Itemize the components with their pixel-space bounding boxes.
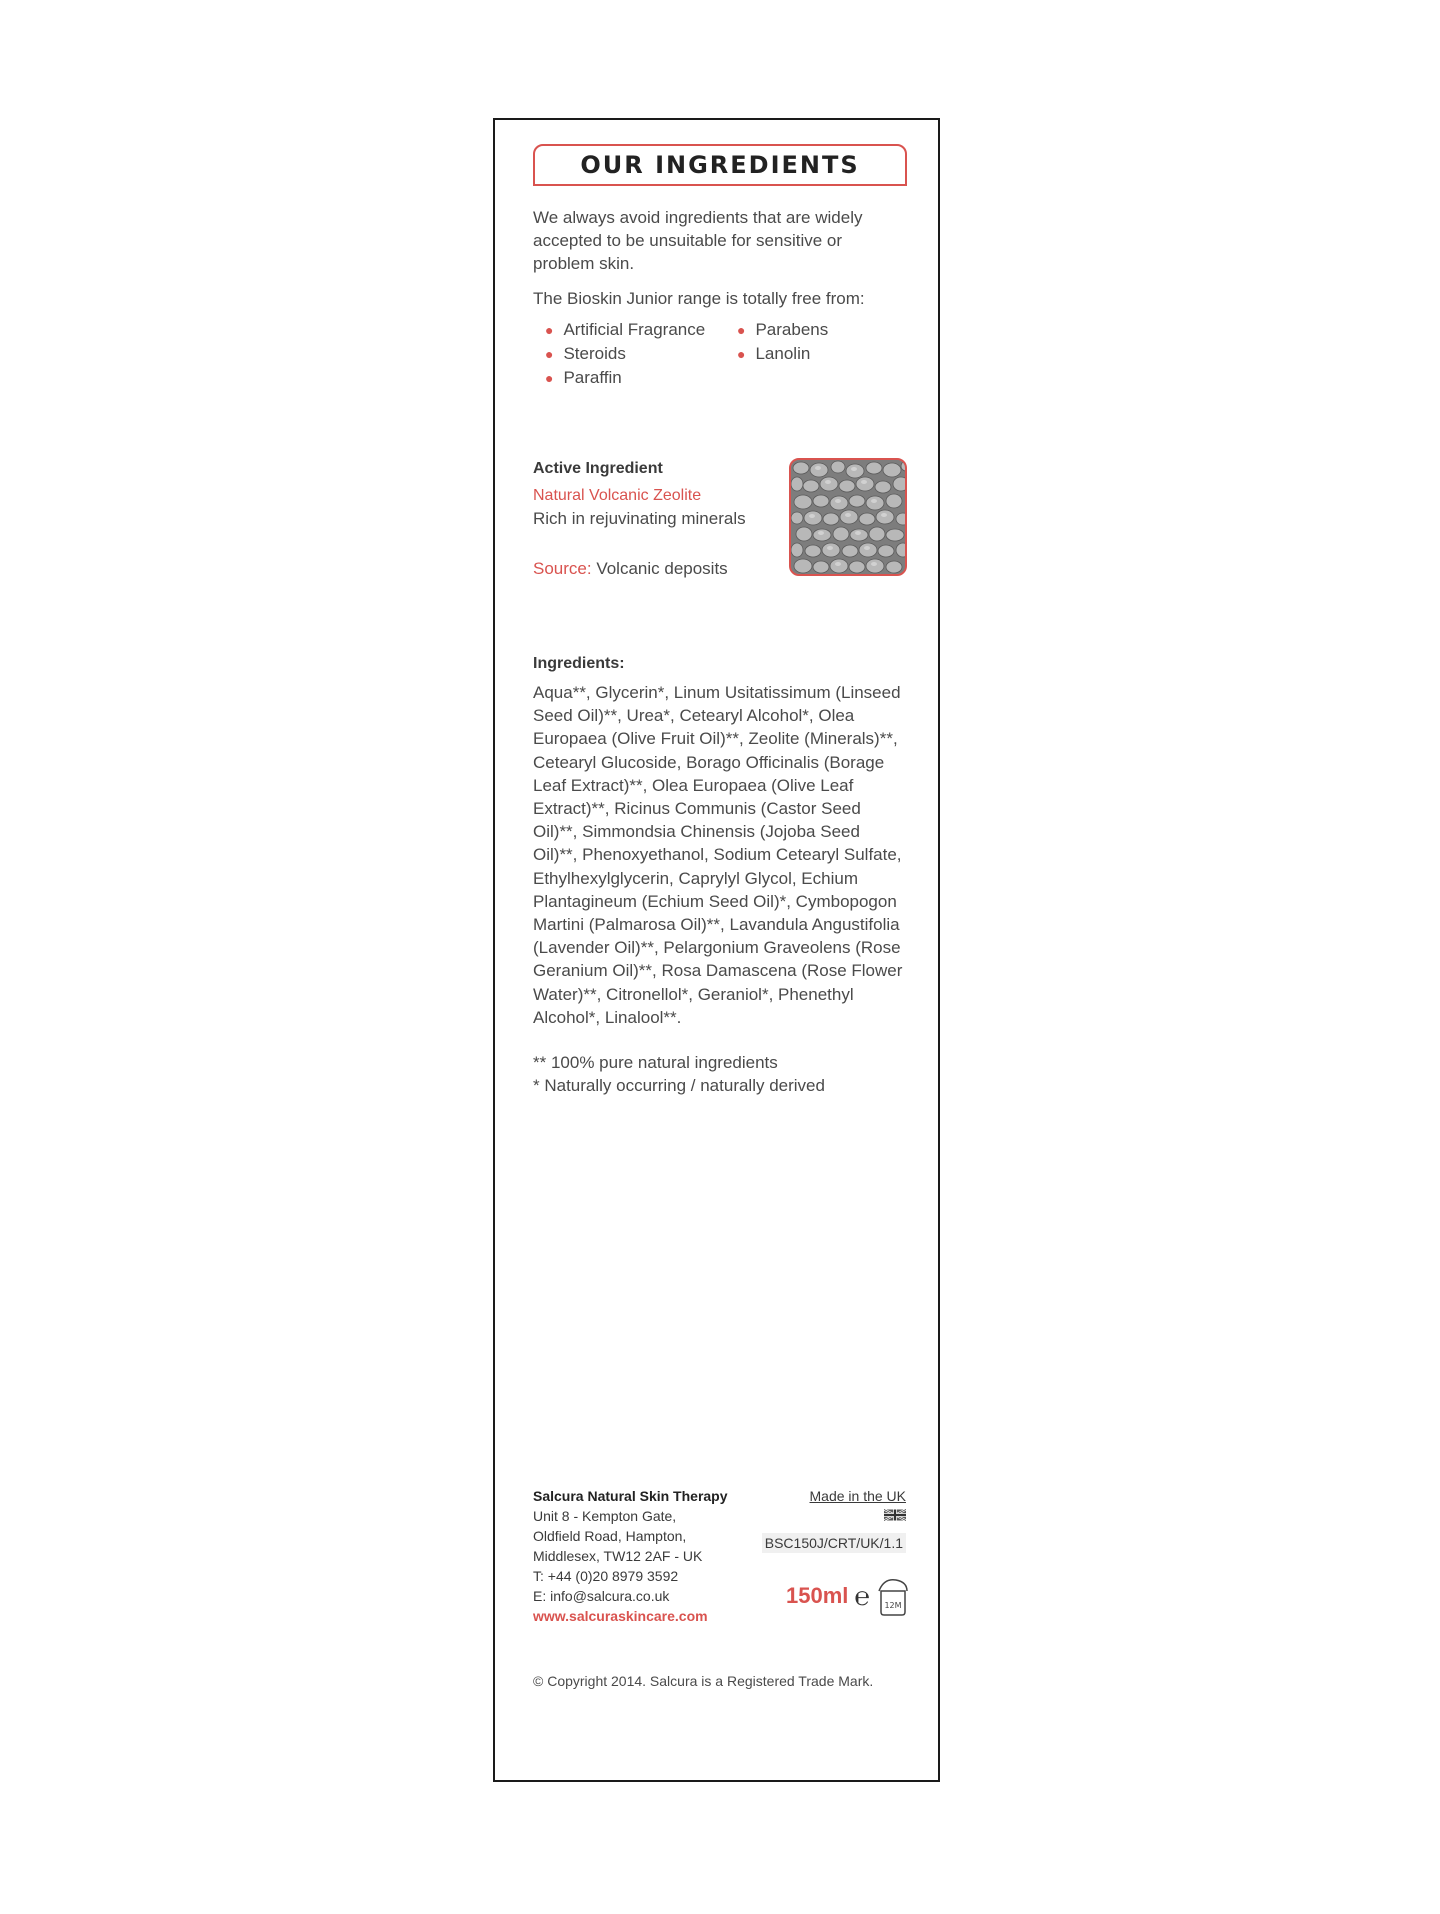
bullet-icon: ● (737, 346, 746, 362)
zeolite-stones-image (789, 458, 907, 576)
list-item-label: Lanolin (755, 344, 811, 363)
free-from-text: The Bioskin Junior range is totally free from: (533, 289, 865, 308)
bullet-icon: ● (545, 370, 554, 386)
size-row (786, 1575, 910, 1617)
bullet-icon: ● (737, 322, 746, 338)
footnotes (533, 1051, 907, 1097)
intro-text: We always avoid ingredients that are widely accepted to be unsuitable for sensitive or problem skin. (533, 208, 863, 273)
label-content (533, 144, 907, 1097)
list-item (545, 318, 705, 342)
active-ingredient-name: Natural Volcanic Zeolite (533, 487, 702, 504)
bullet-icon: ● (545, 322, 554, 338)
uk-flag-icon (884, 1508, 906, 1522)
bullet-icon: ● (545, 346, 554, 362)
ingredients-heading: Ingredients: (533, 655, 625, 672)
footnote-derived: * Naturally occurring / naturally derived (533, 1076, 825, 1096)
page-title: OUR INGREDIENTS (580, 151, 860, 179)
copyright-notice: © Copyright 2014. Salcura is a Registered Trade Mark. (533, 1673, 874, 1689)
address-line: Oldfield Road, Hampton, (533, 1528, 687, 1544)
list-item-label: Parabens (755, 320, 829, 339)
email-address: E: info@salcura.co.uk (533, 1588, 670, 1604)
active-ingredient-block (533, 458, 907, 583)
list-item (737, 342, 810, 366)
active-ingredient-description: Rich in rejuvinating minerals (533, 509, 746, 528)
estimated-sign-icon: ℮ (854, 1581, 870, 1611)
address-line: Unit 8 - Kempton Gate, (533, 1508, 677, 1524)
product-meta (736, 1486, 906, 1553)
list-item-label: Artificial Fragrance (563, 320, 706, 339)
product-code: BSC150J/CRT/UK/1.1 (762, 1533, 906, 1553)
phone-number: T: +44 (0)20 8979 3592 (533, 1568, 679, 1584)
list-item-label: Steroids (563, 344, 626, 363)
period-after-opening-icon (876, 1575, 910, 1617)
list-item (545, 366, 622, 390)
footnote-pure: ** 100% pure natural ingredients (533, 1053, 778, 1073)
title-box (533, 144, 907, 186)
website-link[interactable]: www.salcuraskincare.com (533, 1608, 708, 1624)
list-item (737, 318, 828, 342)
list-item-label: Paraffin (563, 368, 622, 387)
list-item (545, 342, 626, 366)
product-label-panel (493, 118, 940, 1782)
ingredients-list: Aqua**, Glycerin*, Linum Usitatissimum (Linseed Seed Oil)**, Urea*, Cetearyl Alcohol*, Olea Europaea (Olive Fruit Oil)**, Zeolite (Minerals)**, Cetearyl Glucoside, Borago Officinalis (Borage Leaf Extract)**, Olea Europaea (Olive Leaf Extract)**, Ricinus Communis (Castor Seed Oil)**, Simmondsia Chinensis (Jojoba Seed Oil)**, Phenoxyethanol, Sodium Cetearyl Sulfate, Ethylhexylglycerin, Caprylyl Glycol, Echium Plantagineum (Echium Seed Oil)*, Cymbopogon Martini (Palmarosa Oil)**, Lavandula Angustifolia (Lavender Oil)**, Pelargonium Graveolens (Rose Geranium Oil)**, Rosa Damascena (Rose Flower Water)**, Citronellol*, Geraniol*, Phenethyl Alcohol*, Linalool**. (533, 683, 903, 1027)
free-from-list (533, 318, 907, 390)
pao-label: 12M (884, 1601, 902, 1610)
product-size: 150ml (786, 1583, 849, 1608)
active-ingredient-label: Active Ingredient (533, 460, 663, 477)
source-label: Source: (533, 559, 592, 578)
source-value: Volcanic deposits (591, 559, 728, 578)
address-line: Middlesex, TW12 2AF - UK (533, 1548, 703, 1564)
company-name: Salcura Natural Skin Therapy (533, 1488, 728, 1504)
made-in-uk: Made in the UK (809, 1488, 906, 1504)
